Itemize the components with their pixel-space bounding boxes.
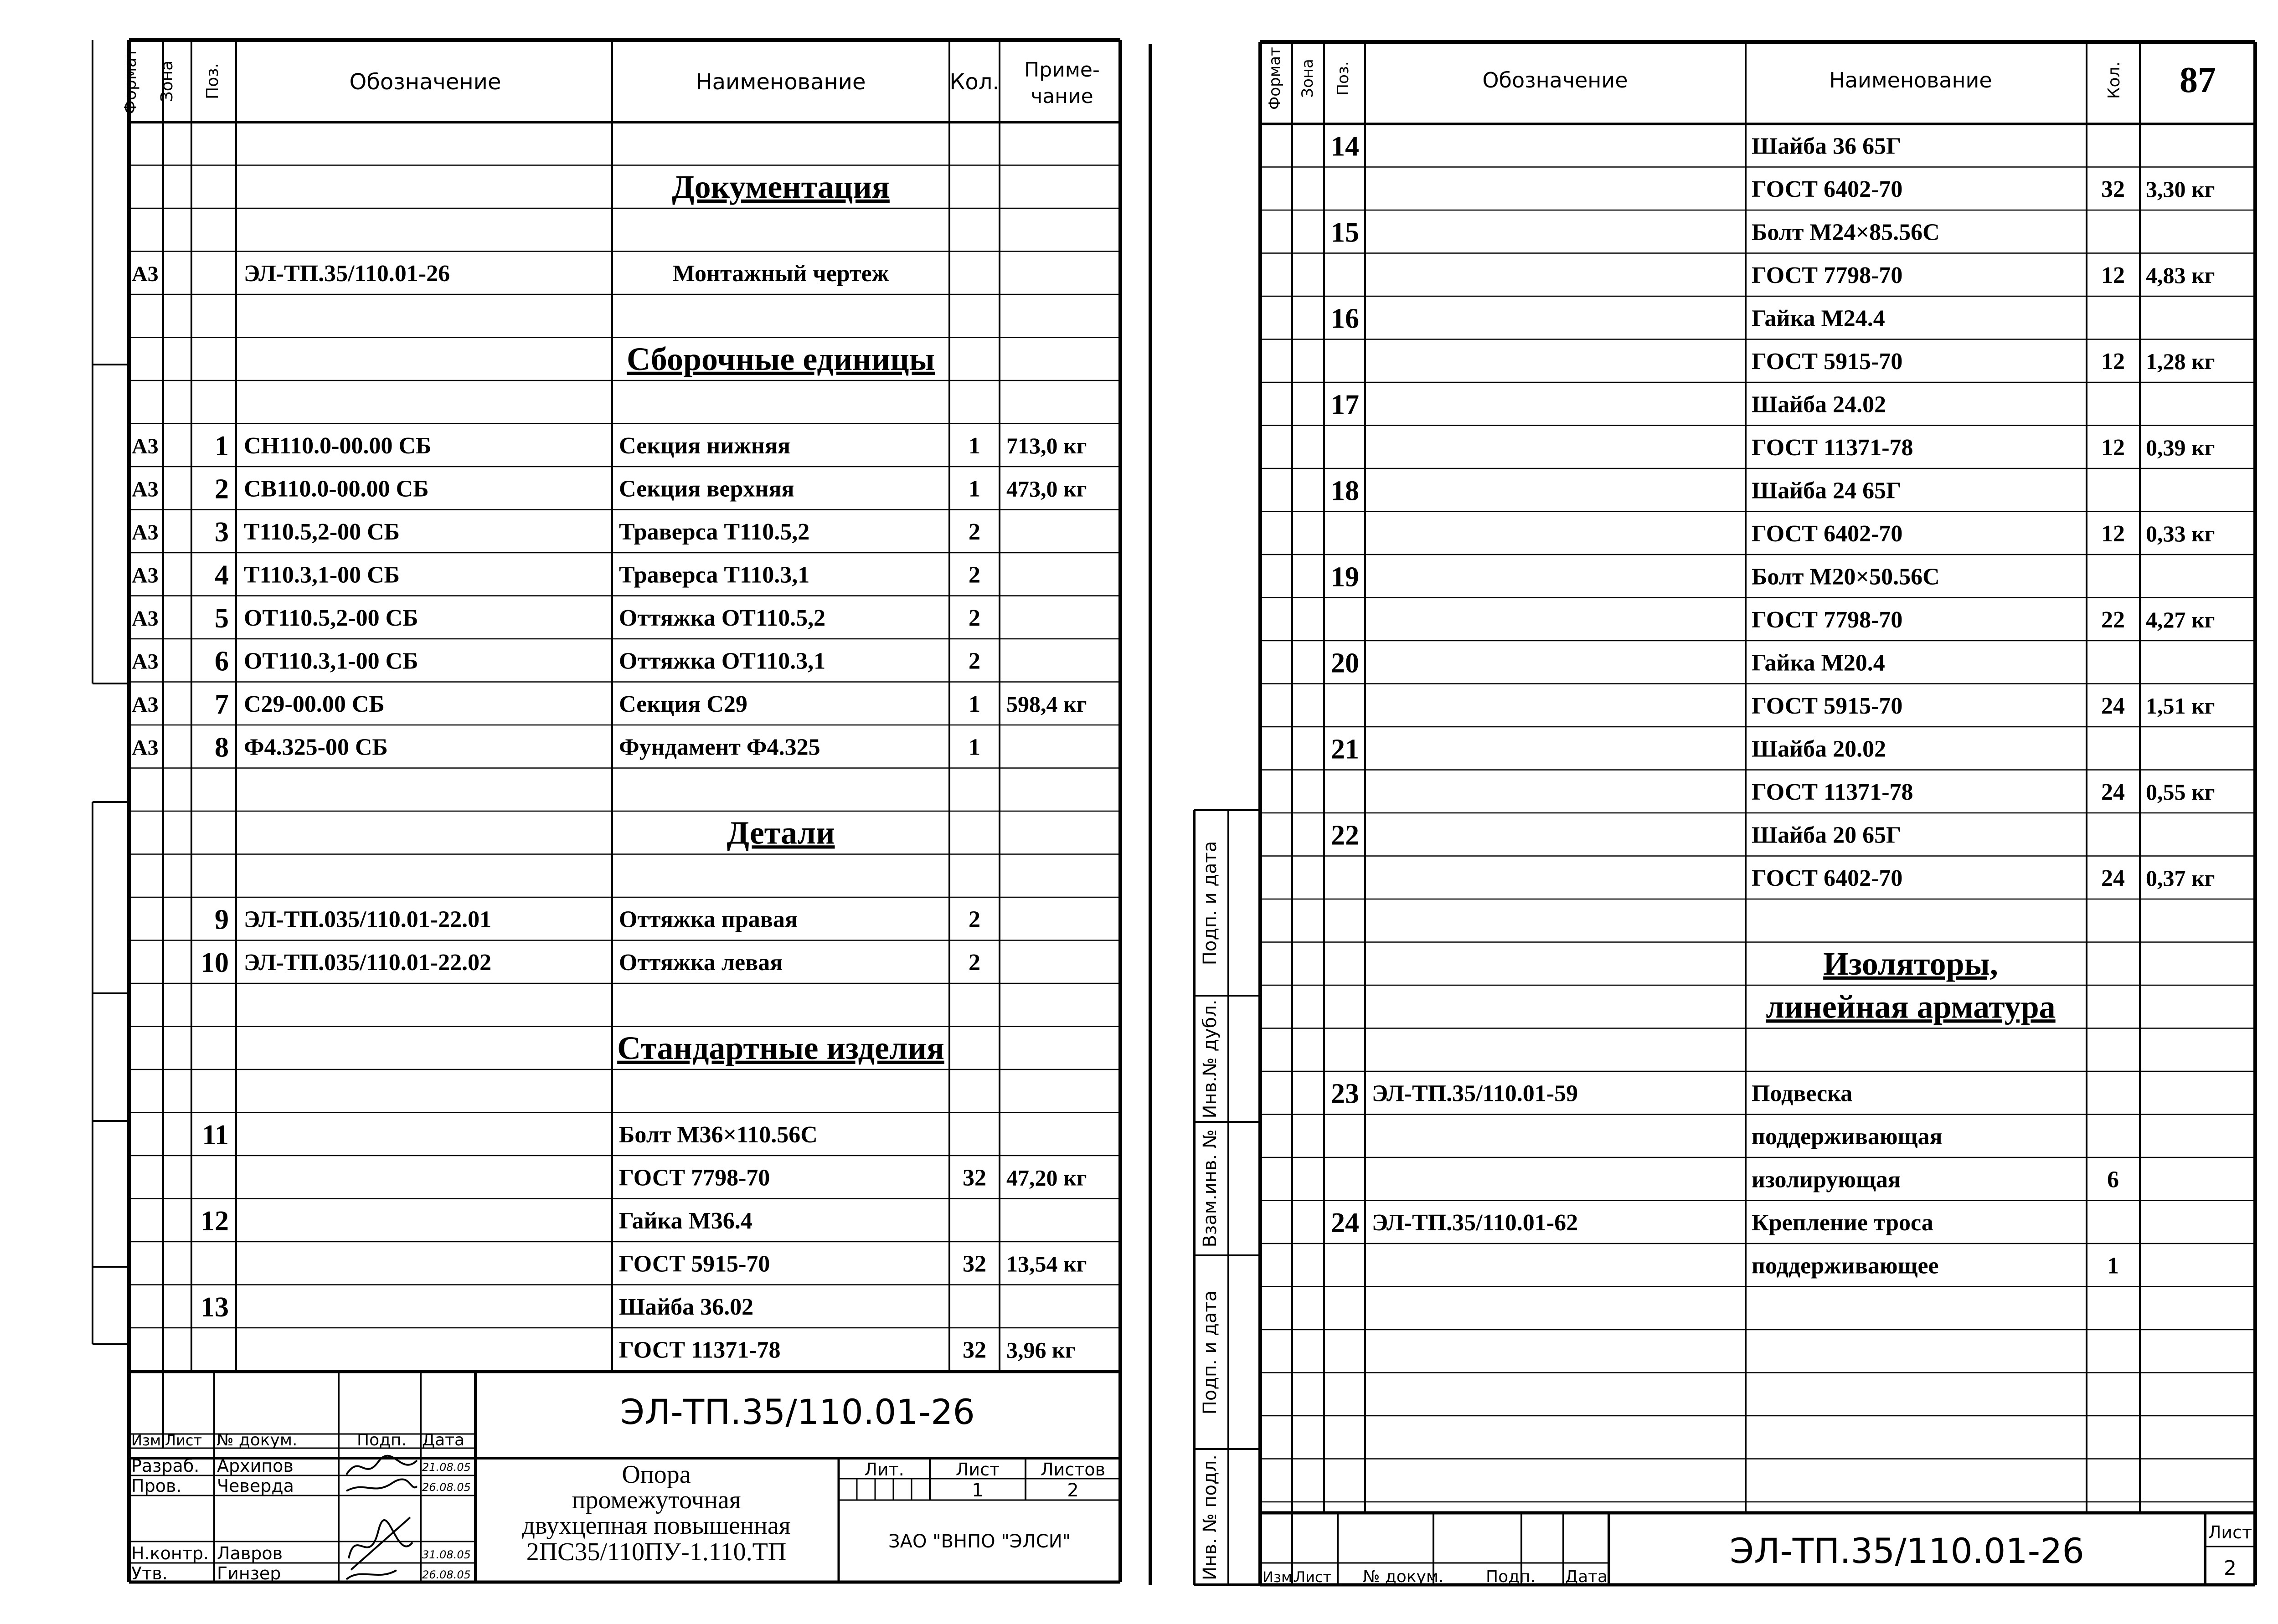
pos-cell: 4 — [215, 560, 229, 591]
format-cell: А3 — [132, 262, 159, 286]
pos-cell: 2 — [215, 473, 229, 505]
col-doc: № докум. — [1363, 1567, 1444, 1586]
date-normcontrol: 31.08.05 — [422, 1548, 471, 1561]
title-line-1: Опора — [622, 1460, 691, 1489]
name-cell: ГОСТ 6402-70 — [1752, 865, 1903, 891]
qty-cell: 1 — [2107, 1253, 2119, 1279]
title-line-3: двухцепная повышенная — [522, 1511, 791, 1540]
section-heading: линейная арматура — [1766, 988, 2056, 1025]
sheet-value: 1 — [972, 1480, 984, 1501]
format-cell: А3 — [132, 477, 159, 502]
col-izm: Изм. — [1263, 1568, 1297, 1586]
qty-cell: 2 — [969, 949, 980, 976]
name-cell: ГОСТ 5915-70 — [1752, 348, 1903, 375]
sheet-label: Лист — [2208, 1522, 2252, 1542]
doc-code: ЭЛ-ТП.35/110.01-26 — [1730, 1531, 2084, 1571]
name-approver: Гинзер — [217, 1563, 281, 1583]
qty-cell: 22 — [2101, 606, 2125, 633]
page-number: 87 — [2180, 60, 2216, 100]
name-cell: Траверса Т110.5,2 — [619, 519, 810, 545]
qty-cell: 1 — [969, 432, 980, 459]
format-cell: А3 — [132, 434, 159, 458]
title-block-text — [131, 1392, 1105, 1583]
role-approver: Утв. — [131, 1563, 168, 1583]
qty-cell: 32 — [963, 1337, 986, 1363]
note-cell: 598,4 кг — [1006, 691, 1087, 717]
pos-cell: 19 — [1331, 561, 1359, 593]
note-cell: 0,37 кг — [2146, 865, 2215, 891]
designation-cell: Т110.5,2-00 СБ — [244, 519, 400, 545]
name-cell: ГОСТ 11371-78 — [1752, 779, 1913, 805]
note-cell: 0,33 кг — [2146, 520, 2215, 546]
name-cell: Шайба 24 65Г — [1752, 478, 1902, 504]
designation-cell: ЭЛ-ТП.35/110.01-59 — [1372, 1080, 1578, 1107]
role-normcontrol: Н.контр. — [131, 1543, 209, 1563]
side-label-sign-date-2: Подп. и дата — [1200, 1290, 1221, 1415]
spec-rows — [132, 169, 1087, 1363]
note-cell: 0,55 кг — [2146, 779, 2215, 805]
name-cell: ГОСТ 7798-70 — [619, 1165, 770, 1191]
section-heading: Сборочные единицы — [627, 340, 935, 377]
qty-cell: 12 — [2101, 434, 2125, 461]
role-developer: Разраб. — [131, 1456, 200, 1476]
header-qty: Кол. — [2105, 61, 2123, 99]
header-format: Формат — [1266, 47, 1284, 110]
pos-cell: 14 — [1331, 131, 1359, 162]
header-name: Наименование — [1829, 68, 1992, 93]
designation-cell: ЭЛ-ТП.35/110.01-26 — [244, 260, 450, 287]
note-cell: 1,51 кг — [2146, 693, 2215, 719]
name-cell: Подвеска — [1752, 1080, 1853, 1107]
designation-cell: ОТ110.5,2-00 СБ — [244, 605, 418, 631]
designation-cell: ЭЛ-ТП.035/110.01-22.02 — [244, 949, 492, 976]
header-zone: Зона — [1299, 59, 1317, 98]
header-format: Формат — [121, 47, 140, 115]
name-cell: Секция нижняя — [619, 432, 791, 459]
left-sheet — [93, 40, 1120, 1583]
name-cell: Шайба 20 65Г — [1752, 822, 1902, 848]
col-list: Лист — [165, 1432, 202, 1449]
header-designation: Обозначение — [349, 69, 501, 95]
name-cell: ГОСТ 7798-70 — [1752, 606, 1903, 633]
name-cell: ГОСТ 11371-78 — [619, 1337, 781, 1363]
designation-cell: Ф4.325-00 СБ — [244, 734, 388, 761]
header-name: Наименование — [696, 69, 866, 95]
qty-cell: 2 — [969, 648, 980, 674]
section-heading: Документация — [672, 168, 890, 205]
pos-cell: 16 — [1331, 303, 1359, 334]
designation-cell: СВ110.0-00.00 СБ — [244, 476, 429, 502]
header-zone: Зона — [158, 60, 176, 102]
pos-cell: 3 — [215, 516, 229, 548]
note-cell: 4,27 кг — [2146, 606, 2215, 632]
qty-cell: 24 — [2101, 779, 2125, 805]
name-cell: Гайка М20.4 — [1752, 650, 1885, 676]
header-note-1: Приме- — [1024, 58, 1100, 82]
date-checker: 26.08.05 — [422, 1481, 471, 1494]
pos-cell: 15 — [1331, 217, 1359, 248]
qty-cell: 1 — [969, 734, 980, 761]
name-cell: ГОСТ 5915-70 — [619, 1251, 770, 1277]
pos-cell: 18 — [1331, 475, 1359, 507]
qty-cell: 1 — [969, 691, 980, 717]
name-cell: Шайба 24.02 — [1752, 391, 1886, 418]
name-cell: Болт М24×85.56С — [1752, 219, 1940, 246]
designation-cell: ОТ110.3,1-00 СБ — [244, 648, 418, 674]
col-date: Дата — [422, 1431, 465, 1449]
designation-cell: С29-00.00 СБ — [244, 691, 385, 717]
name-cell: Монтажный чертеж — [672, 260, 889, 287]
note-cell: 713,0 кг — [1006, 432, 1087, 458]
table-header — [1266, 47, 2216, 110]
spec-rows — [1331, 131, 2215, 1279]
qty-cell: 12 — [2101, 348, 2125, 375]
name-cell: Оттяжка ОТ110.5,2 — [619, 605, 826, 631]
name-cell: Секция верхняя — [619, 476, 794, 502]
note-cell: 0,39 кг — [2146, 434, 2215, 460]
col-izm: Изм. — [131, 1432, 166, 1449]
section-heading: Стандартные изделия — [617, 1029, 944, 1066]
name-cell: ГОСТ 5915-70 — [1752, 693, 1903, 719]
qty-cell: 24 — [2101, 693, 2125, 719]
side-label-replace-inv: Взам.инв. № — [1200, 1129, 1221, 1248]
table-header — [121, 48, 1100, 114]
lit-label: Лит. — [864, 1460, 904, 1480]
qty-cell: 24 — [2101, 865, 2125, 891]
name-cell: поддерживающая — [1752, 1123, 1943, 1150]
name-cell: изолирующая — [1752, 1167, 1901, 1193]
designation-cell: Т110.3,1-00 СБ — [244, 562, 400, 588]
section-heading: Изоляторы, — [1823, 945, 1998, 982]
name-cell: Секция С29 — [619, 691, 747, 717]
pos-cell: 9 — [215, 904, 229, 935]
title-line-2: промежуточная — [572, 1486, 741, 1514]
note-cell: 3,30 кг — [2146, 176, 2215, 202]
name-cell: ГОСТ 7798-70 — [1752, 262, 1903, 288]
qty-cell: 32 — [963, 1251, 986, 1277]
format-cell: А3 — [132, 735, 159, 760]
name-cell: Оттяжка левая — [619, 949, 783, 976]
name-developer: Архипов — [217, 1456, 294, 1476]
pos-cell: 13 — [201, 1291, 229, 1323]
right-sheet — [1194, 42, 2255, 1586]
qty-cell: 1 — [969, 476, 980, 502]
name-checker: Чеверда — [217, 1476, 294, 1496]
organization: ЗАО "ВНПО "ЭЛСИ" — [888, 1531, 1071, 1552]
qty-cell: 32 — [2101, 176, 2125, 202]
side-label-dup-inv: Инв.№ дубл. — [1200, 999, 1221, 1119]
pos-cell: 23 — [1331, 1078, 1359, 1110]
qty-cell: 2 — [969, 519, 980, 545]
name-cell: Гайка М24.4 — [1752, 305, 1885, 332]
qty-cell: 32 — [963, 1165, 986, 1191]
pos-cell: 1 — [215, 430, 229, 462]
format-cell: А3 — [132, 692, 159, 717]
name-cell: ГОСТ 6402-70 — [1752, 520, 1903, 547]
pos-cell: 5 — [215, 602, 229, 634]
note-cell: 1,28 кг — [2146, 348, 2215, 374]
header-pos: Поз. — [203, 63, 222, 99]
pos-cell: 11 — [202, 1119, 229, 1151]
header-qty: Кол. — [949, 69, 1000, 95]
binding-strip — [93, 40, 130, 1344]
col-list: Лист — [1294, 1568, 1332, 1586]
name-cell: поддерживающее — [1752, 1253, 1939, 1279]
col-date: Дата — [1565, 1567, 1608, 1586]
name-cell: ГОСТ 6402-70 — [1752, 176, 1903, 202]
name-cell: Оттяжка правая — [619, 906, 798, 933]
sheets-label: Листов — [1041, 1460, 1105, 1480]
name-cell: Болт М20×50.56С — [1752, 564, 1940, 590]
col-sign: Подп. — [1486, 1567, 1536, 1586]
header-designation: Обозначение — [1482, 68, 1628, 93]
note-cell: 473,0 кг — [1006, 476, 1087, 502]
pos-cell: 7 — [215, 689, 229, 720]
title-block-text — [1263, 1522, 2252, 1586]
name-cell: Крепление троса — [1752, 1209, 1933, 1236]
pos-cell: 20 — [1331, 648, 1359, 679]
format-cell: А3 — [132, 606, 159, 631]
name-cell: Оттяжка ОТ110.3,1 — [619, 648, 826, 674]
title-line-4: 2ПС35/110ПУ-1.110.ТП — [526, 1538, 787, 1566]
pos-cell: 6 — [215, 646, 229, 677]
designation-cell: СН110.0-00.00 СБ — [244, 432, 432, 459]
qty-cell: 6 — [2107, 1167, 2119, 1193]
designation-cell: ЭЛ-ТП.035/110.01-22.01 — [244, 906, 492, 933]
format-cell: А3 — [132, 563, 159, 588]
name-cell: Гайка М36.4 — [619, 1208, 752, 1234]
name-cell: Фундамент Ф4.325 — [619, 734, 820, 761]
date-approver: 26.08.05 — [422, 1568, 471, 1581]
qty-cell: 2 — [969, 906, 980, 933]
name-cell: Болт М36×110.56С — [619, 1121, 818, 1148]
sheets-value: 2 — [1067, 1480, 1079, 1501]
note-cell: 3,96 кг — [1006, 1337, 1076, 1363]
name-normcontrol: Лавров — [217, 1543, 283, 1563]
signature-scribbles — [346, 1456, 417, 1579]
pos-cell: 8 — [215, 732, 229, 763]
col-doc: № докум. — [216, 1431, 298, 1449]
qty-cell: 12 — [2101, 262, 2125, 288]
name-cell: ГОСТ 11371-78 — [1752, 434, 1913, 461]
pos-cell: 24 — [1331, 1207, 1359, 1239]
header-pos: Поз. — [1334, 61, 1352, 96]
name-cell: Шайба 20.02 — [1752, 736, 1886, 762]
header-note-2: чание — [1031, 85, 1093, 108]
pos-cell: 21 — [1331, 734, 1359, 765]
qty-cell: 2 — [969, 605, 980, 631]
name-cell: Шайба 36.02 — [619, 1294, 754, 1320]
pos-cell: 17 — [1331, 389, 1359, 421]
format-cell: А3 — [132, 520, 159, 545]
date-developer: 21.08.05 — [422, 1461, 471, 1474]
pos-cell: 10 — [201, 947, 229, 978]
sheet-label: Лист — [955, 1460, 1000, 1480]
side-label-orig-inv: Инв. № подл. — [1200, 1454, 1221, 1580]
qty-cell: 2 — [969, 562, 980, 588]
binding-labels — [1200, 841, 1221, 1580]
side-label-sign-date: Подп. и дата — [1200, 841, 1221, 966]
format-cell: А3 — [132, 649, 159, 674]
role-checker: Пров. — [131, 1476, 182, 1496]
section-heading: Детали — [727, 814, 835, 851]
sheet-value: 2 — [2224, 1557, 2237, 1580]
pos-cell: 12 — [201, 1205, 229, 1237]
doc-code: ЭЛ-ТП.35/110.01-26 — [620, 1392, 975, 1432]
name-cell: Шайба 36 65Г — [1752, 133, 1902, 159]
designation-cell: ЭЛ-ТП.35/110.01-62 — [1372, 1209, 1578, 1236]
name-cell: Траверса Т110.3,1 — [619, 562, 810, 588]
pos-cell: 22 — [1331, 820, 1359, 851]
note-cell: 13,54 кг — [1006, 1251, 1087, 1277]
note-cell: 47,20 кг — [1006, 1165, 1087, 1191]
qty-cell: 12 — [2101, 520, 2125, 547]
col-sign: Подп. — [357, 1431, 407, 1449]
note-cell: 4,83 кг — [2146, 262, 2215, 288]
